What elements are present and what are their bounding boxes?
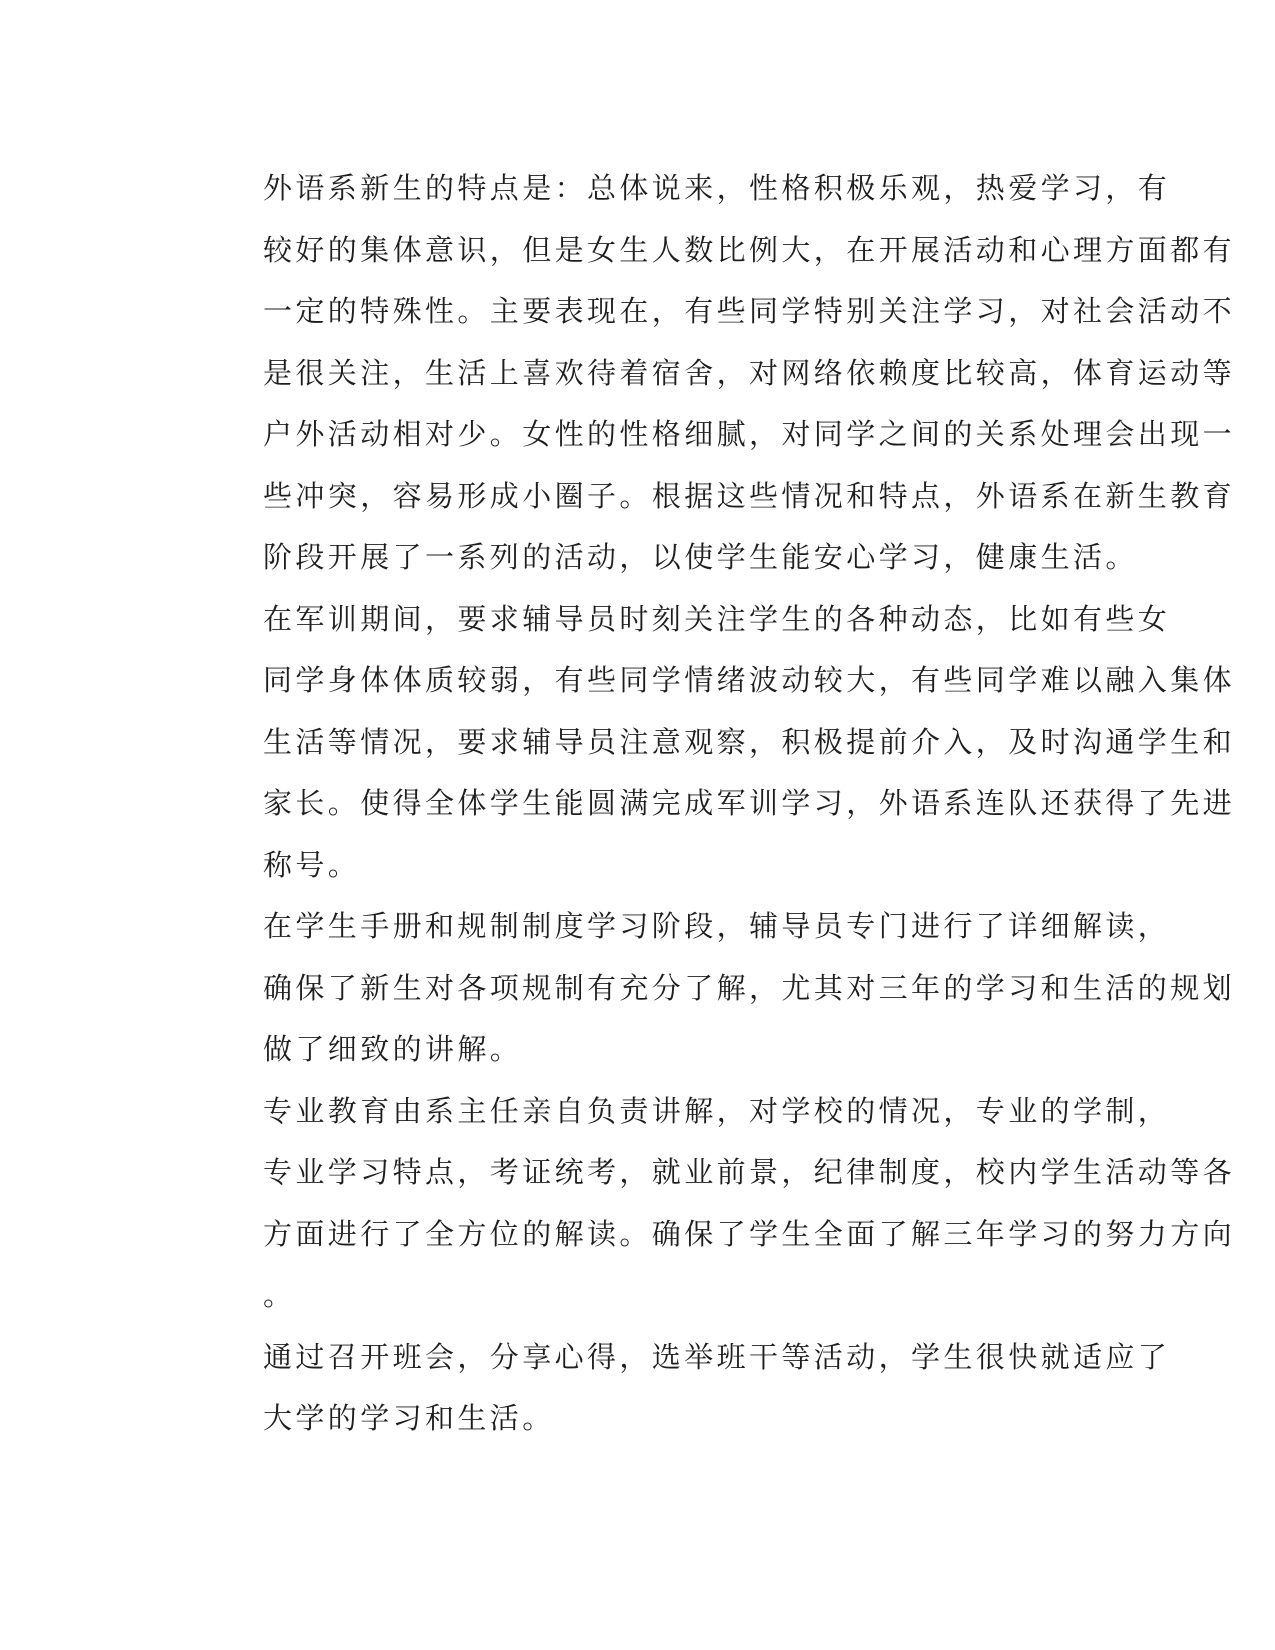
text-line: 专业教育由系主任亲自负责讲解，对学校的情况，专业的学制，	[263, 1093, 1171, 1128]
text-line: 些冲突，容易形成小圈子。根据这些情况和特点，外语系在新生教育	[263, 478, 1236, 513]
text-line: 确保了新生对各项规制有充分了解，尤其对三年的学习和生活的规划	[263, 970, 1236, 1005]
paragraph-2	[189, 589, 1236, 897]
text-line: 生活等情况，要求辅导员注意观察，积极提前介入，及时沟通学生和	[263, 724, 1236, 759]
paragraph-5	[189, 1327, 1171, 1450]
text-line: 通过召开班会，分享心得，选举班干等活动，学生很快就适应了	[263, 1339, 1171, 1374]
text-line: 家长。使得全体学生能圆满完成军训学习，外语系连队还获得了先进	[263, 786, 1236, 820]
text-line: 户外活动相对少。女性的性格细腻，对同学之间的关系处理会出现一	[263, 417, 1236, 451]
text-line: 专业学习特点，考证统考，就业前景，纪律制度，校内学生活动等各	[263, 1155, 1236, 1189]
paragraph-3	[189, 896, 1236, 1081]
text-line: 一定的特殊性。主要表现在，有些同学特别关注学习，对社会活动不	[263, 294, 1236, 328]
document-body	[189, 158, 1236, 1450]
text-line: 在学生手册和规制制度学习阶段，辅导员专门进行了详细解读，	[263, 909, 1171, 943]
text-line: 做了细致的讲解。	[263, 1032, 523, 1066]
paragraph-1	[189, 158, 1236, 589]
text-line: 。	[263, 1278, 296, 1312]
text-line: 在军训期间，要求辅导员时刻关注学生的各种动态，比如有些女	[263, 601, 1171, 636]
text-line: 同学身体体质较弱，有些同学情绪波动较大，有些同学难以融入集体	[263, 663, 1236, 697]
text-line: 大学的学习和生活。	[263, 1401, 555, 1435]
text-line: 方面进行了全方位的解读。确保了学生全面了解三年学习的努力方向	[263, 1216, 1236, 1251]
text-line: 称号。	[263, 847, 361, 882]
paragraph-4	[189, 1081, 1236, 1327]
text-line: 阶段开展了一系列的活动，以使学生能安心学习，健康生活。	[263, 540, 1138, 574]
text-line: 外语系新生的特点是：总体说来，性格积极乐观，热爱学习，有	[263, 171, 1171, 205]
text-line: 较好的集体意识，但是女生人数比例大，在开展活动和心理方面都有	[263, 232, 1236, 267]
text-line: 是很关注，生活上喜欢待着宿舍，对网络依赖度比较高，体育运动等	[263, 355, 1236, 390]
